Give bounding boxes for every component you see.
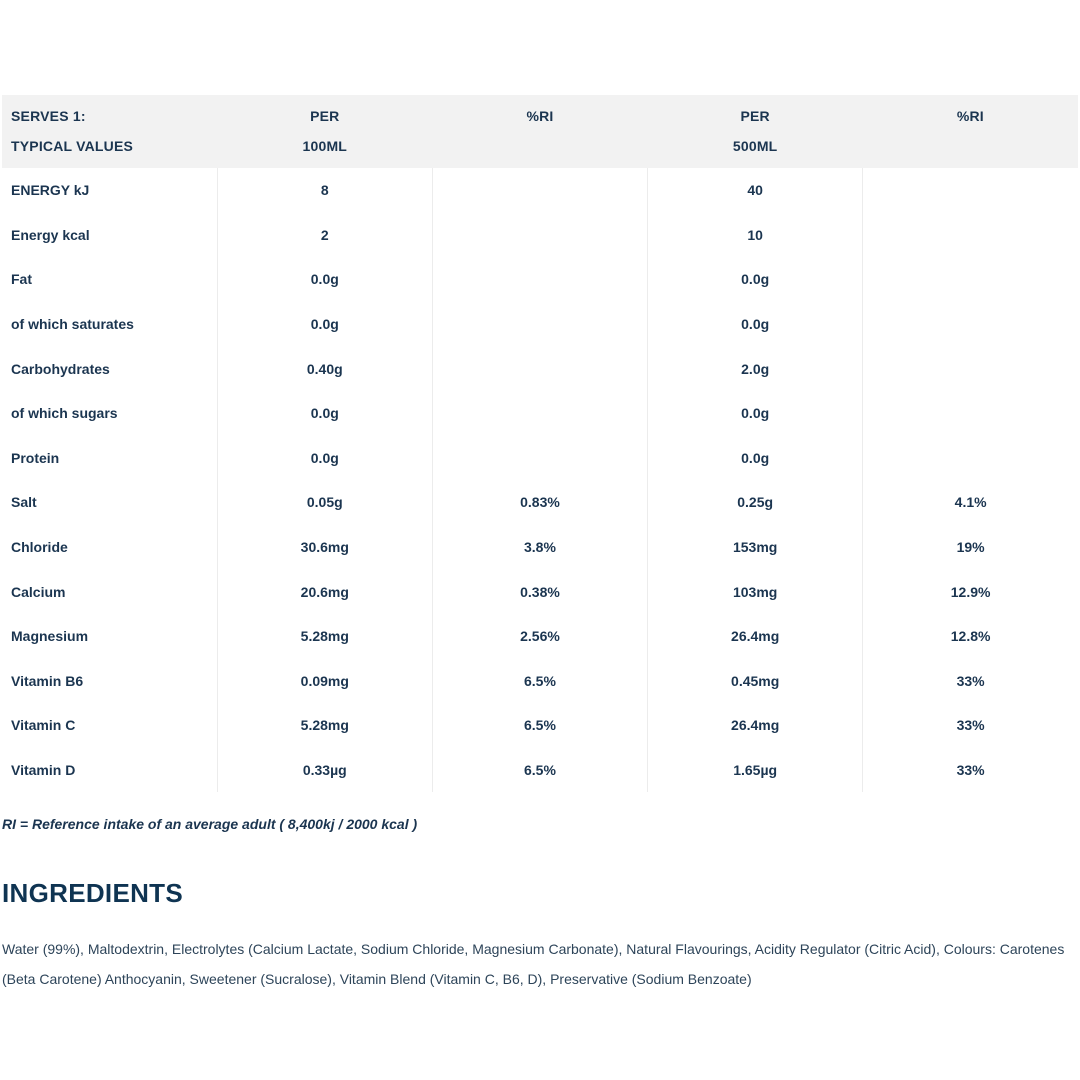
table-row [2,346,1078,391]
header-row [2,95,1078,168]
nutrient-value: 30.6mg [217,525,432,570]
column-header-line: 100ML [302,138,348,154]
column-header-4 [863,95,1078,168]
table-row [2,480,1078,525]
nutrient-value: 5.28mg [217,703,432,748]
column-header-line: %RI [526,108,554,124]
nutrient-name: Carbohydrates [11,360,110,377]
nutrient-value: 0.05g [217,480,432,525]
nutrient-value: 3.8% [432,525,647,570]
nutrient-value: 0.45mg [648,659,863,704]
table-row [2,302,1078,347]
nutrient-value: 20.6mg [217,569,432,614]
nutrient-value [432,302,647,347]
table-row [2,391,1078,436]
nutrient-value: 2.0g [648,346,863,391]
nutrient-value [432,436,647,481]
nutrient-value: 0.0g [217,302,432,347]
nutrient-name: Vitamin D [11,762,76,779]
column-header-3 [648,95,863,168]
nutrient-name: ENERGY kJ [11,182,90,199]
nutrient-value [863,346,1078,391]
nutrient-value [432,168,647,213]
nutrient-value: 12.9% [863,569,1078,614]
nutrient-value [863,213,1078,258]
table-row [2,436,1078,481]
nutrient-value: 0.38% [432,569,647,614]
nutrient-value: 4.1% [863,480,1078,525]
nutrient-value: 0.83% [432,480,647,525]
ingredients-list: Water (99%), Maltodextrin, Electrolytes (Calcium Lactate, Sodium Chloride, Magnesium Carbonate), Natural Flavourings, Acidity Regulator (Citric Acid), Colours: Carotenes (Beta Carotene) Anthocyanin, Sweetener (Sucralose), Vitamin Blend (Vitamin C, B6, D), Preservative (Sodium Benzoate) [2,941,1065,987]
nutrient-value: 40 [648,168,863,213]
nutrient-name: Vitamin C [11,717,76,734]
nutrient-value [863,391,1078,436]
nutrient-value: 103mg [648,569,863,614]
nutrient-value: 8 [217,168,432,213]
nutrient-value: 10 [648,213,863,258]
nutrient-value: 0.40g [217,346,432,391]
nutrient-value: 5.28mg [217,614,432,659]
nutrient-value: 33% [863,703,1078,748]
column-header-line: 500ML [732,138,778,154]
nutrient-value: 0.0g [217,391,432,436]
nutrient-name: of which sugars [11,405,118,422]
nutrition-table [2,95,1078,792]
nutrient-value: 6.5% [432,703,647,748]
nutrient-value: 33% [863,659,1078,704]
nutrient-value: 26.4mg [648,703,863,748]
table-row [2,525,1078,570]
nutrient-value: 0.0g [648,391,863,436]
nutrient-name: Calcium [11,583,66,600]
nutrient-value [863,436,1078,481]
table-row [2,257,1078,302]
nutrient-value: 33% [863,748,1078,793]
column-header-line: PER [740,108,770,124]
nutrient-value: 0.0g [648,257,863,302]
nutrient-value [863,257,1078,302]
nutrient-value: 12.8% [863,614,1078,659]
nutrient-value: 2 [217,213,432,258]
nutrient-name: Protein [11,449,60,466]
nutrient-value [432,346,647,391]
nutrient-value: 0.0g [648,436,863,481]
table-row [2,659,1078,704]
table-row [2,213,1078,258]
nutrient-name: Magnesium [11,628,89,645]
ingredients-heading: INGREDIENTS [2,878,183,908]
nutrient-value [432,257,647,302]
nutrient-value [432,213,647,258]
nutrient-value: 0.0g [648,302,863,347]
nutrient-value: 0.33µg [217,748,432,793]
column-header-line: TYPICAL VALUES [11,138,134,154]
nutrient-value: 2.56% [432,614,647,659]
nutrient-value [863,168,1078,213]
table-row [2,748,1078,793]
nutrient-value: 153mg [648,525,863,570]
table-row [2,614,1078,659]
nutrient-value: 19% [863,525,1078,570]
nutrient-value: 6.5% [432,748,647,793]
column-header-0 [2,95,217,168]
column-header-line: PER [310,108,340,124]
nutrition-table-header [2,95,1078,168]
table-row [2,569,1078,614]
nutrient-name: Chloride [11,539,68,556]
nutrient-value: 6.5% [432,659,647,704]
column-header-1 [217,95,432,168]
nutrient-value: 0.25g [648,480,863,525]
nutrient-value [863,302,1078,347]
nutrient-value [432,391,647,436]
nutrient-value: 0.09mg [217,659,432,704]
nutrient-name: Fat [11,271,32,288]
nutrient-name: of which saturates [11,316,134,333]
column-header-line [863,131,1078,161]
nutrition-table-body [2,168,1078,792]
nutrient-value: 26.4mg [648,614,863,659]
nutrient-name: Salt [11,494,37,511]
nutrient-value: 0.0g [217,257,432,302]
column-header-line: %RI [956,108,984,124]
nutrient-name: Energy kcal [11,226,90,243]
nutrient-value: 0.0g [217,436,432,481]
table-row [2,703,1078,748]
table-row [2,168,1078,213]
nutrient-name: Vitamin B6 [11,672,84,689]
nutrient-value: 1.65µg [648,748,863,793]
column-header-line: SERVES 1: [11,108,86,124]
ri-footnote: RI = Reference intake of an average adult ( 8,400kj / 2000 kcal ) [2,816,418,832]
column-header-line [432,131,647,161]
column-header-2 [432,95,647,168]
